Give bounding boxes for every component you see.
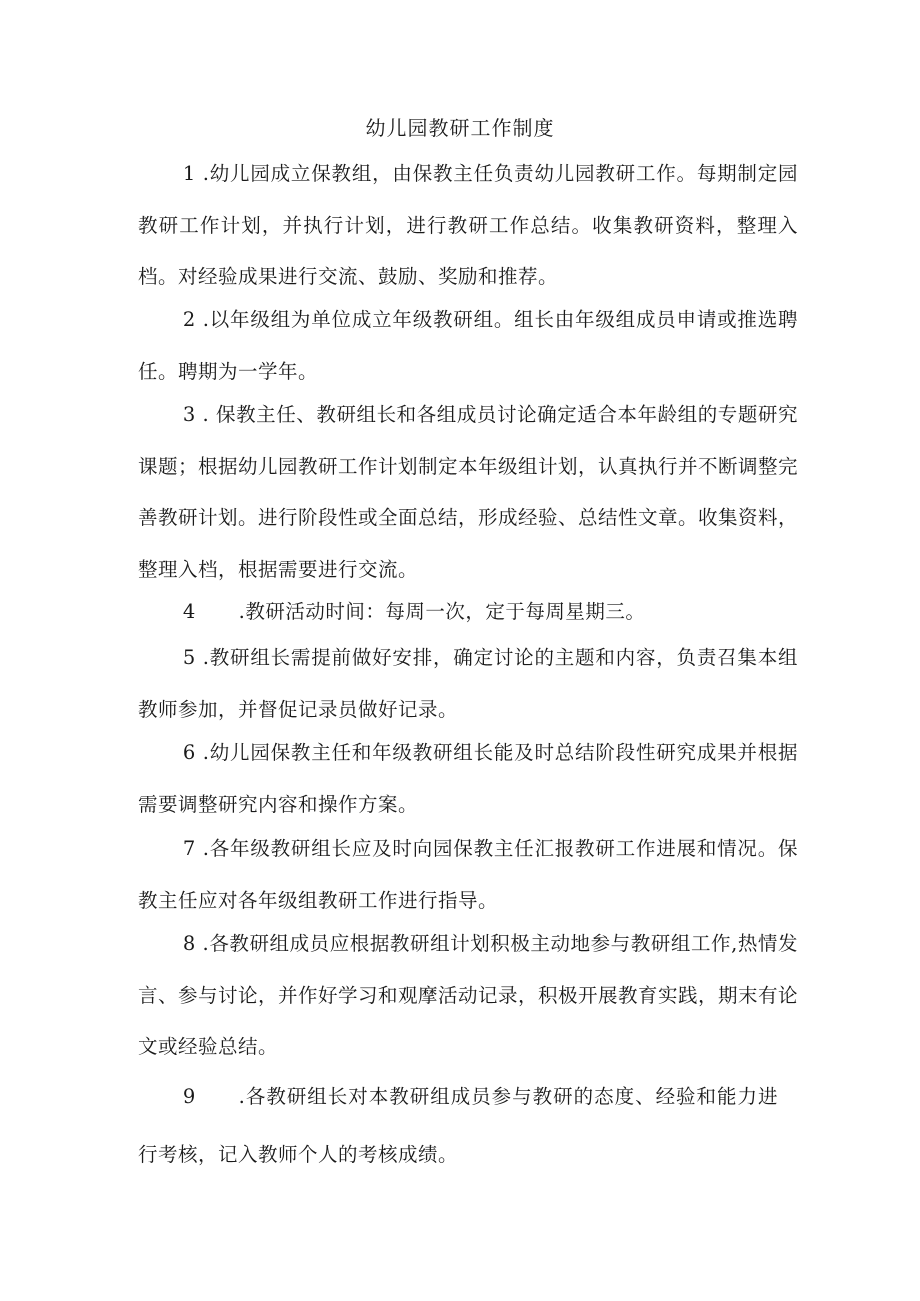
item-number: 7 [182,837,196,860]
item-text: .幼儿园保教主任和年级教研组长能及时总结阶段性研究成果并根据需要调整研究内容和操作方案。 [138,741,798,816]
regulation-item-7 [138,823,798,926]
item-text: .各教研组长对本教研组成员参与教研的态度、经验和能力进行考核，记入教师个人的考核成绩。 [138,1085,778,1166]
item-text: .教研组长需提前做好安排，确定讨论的主题和内容，负责召集本组教师参加，并督促记录员做好记录。 [138,646,798,721]
regulation-item-5 [138,632,798,735]
item-number: 4 [182,600,196,623]
regulation-item-1 [138,148,798,303]
item-number: 6 [182,741,196,764]
item-text: .以年级组为单位成立年级教研组。组长由年级组成员申请或推选聘任。聘期为一学年。 [138,308,798,383]
regulation-item-4 [138,586,798,638]
item-text: .教研活动时间：每周一次，定于每周星期三。 [238,600,646,623]
item-number: 3 [182,403,196,426]
item-number: 8 [182,932,196,955]
document-title: 幼儿园教研工作制度 [365,116,555,140]
regulation-item-6 [138,727,798,830]
regulation-item-3 [138,389,798,595]
regulation-item-8 [138,918,798,1073]
item-number: 2 [182,308,196,331]
regulation-item-9 [138,1068,778,1184]
item-number: 1 [182,162,196,185]
item-number: 5 [182,646,196,669]
item-number: 9 [182,1085,196,1108]
item-text: .各教研组成员应根据教研组计划积极主动地参与教研组工作,热情发言、参与讨论，并作好学习和观摩活动记录，积极开展教育实践，期末有论文或经验总结。 [138,932,799,1058]
regulation-item-2 [138,294,798,397]
item-text: .幼儿园成立保教组，由保教主任负责幼儿园教研工作。每期制定园教研工作计划，并执行计划，进行教研工作总结。收集教研资料，整理入档。对经验成果进行交流、鼓励、奖励和推荐。 [138,162,798,288]
item-text: . 保教主任、教研组长和各组成员讨论确定适合本年龄组的专题研究课题；根据幼儿园教研工作计划制定本年级组计划，认真执行并不断调整完善教研计划。进行阶段性或全面总结，形成经验、总结性文章。收集资料，整理入档，根据需要进行交流。 [138,403,799,581]
item-text: .各年级教研组长应及时向园保教主任汇报教研工作进展和情况。保教主任应对各年级组教研工作进行指导。 [138,837,798,912]
